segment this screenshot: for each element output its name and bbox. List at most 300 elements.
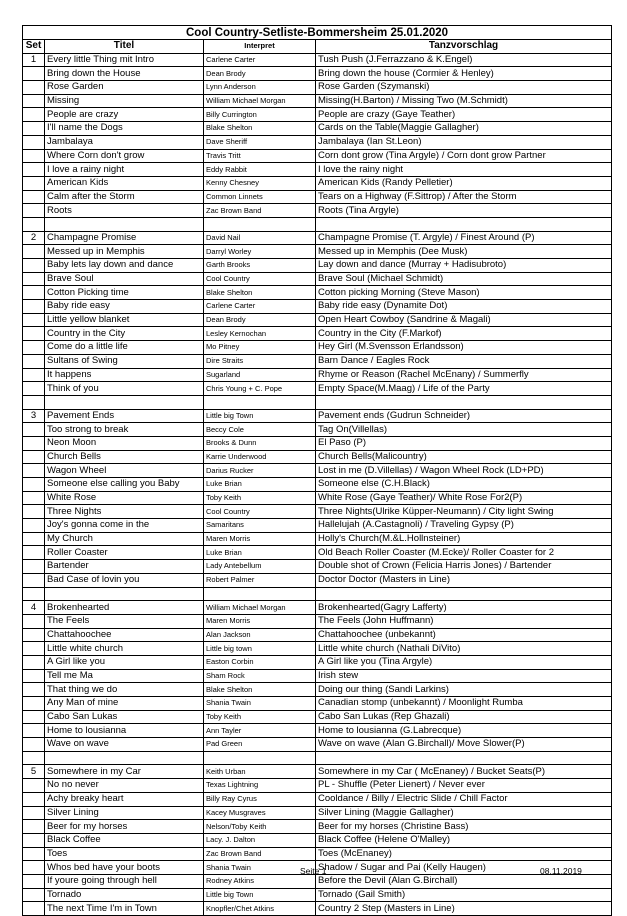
empty-cell [316,587,612,601]
set-number-cell [23,190,45,204]
set-number-cell [23,67,45,81]
artist-cell: Alan Jackson [204,628,316,642]
table-row [23,601,612,615]
dance-suggestion-cell: Country 2 Step (Masters in Line) [316,902,612,916]
dance-suggestion-cell: Baby ride easy (Dynamite Dot) [316,300,612,314]
empty-cell [316,217,612,231]
set-number-cell [23,94,45,108]
dance-suggestion-cell: Messed up in Memphis (Dee Musk) [316,245,612,259]
table-row [23,176,612,190]
artist-cell: Darius Rucker [204,464,316,478]
artist-cell: Brooks & Dunn [204,436,316,450]
dance-suggestion-cell: Chattahoochee (unbekannt) [316,628,612,642]
dance-suggestion-cell: Tag On(Villellas) [316,423,612,437]
song-title-cell: Cabo San Lukas [45,710,204,724]
footer-date: 08.11.2019 [540,866,582,876]
table-row [23,81,612,95]
set-number-cell [23,573,45,587]
dance-suggestion-cell: Double shot of Crown (Felicia Harris Jones) / Bartender [316,560,612,574]
set-number-cell [23,272,45,286]
table-row [23,409,612,423]
song-title-cell: Champagne Promise [45,231,204,245]
header-set: Set [23,40,45,54]
artist-cell: Little big town [204,642,316,656]
artist-cell: Mo Pitney [204,341,316,355]
set-number-cell [23,874,45,888]
table-row [23,327,612,341]
set-number-cell [23,327,45,341]
table-row [23,532,612,546]
empty-cell [204,217,316,231]
dance-suggestion-cell: El Paso (P) [316,436,612,450]
song-title-cell: American Kids [45,176,204,190]
dance-suggestion-cell: Hey Girl (M.Svensson Erlandsson) [316,341,612,355]
artist-cell: Lady Antebellum [204,560,316,574]
set-number-cell: 2 [23,231,45,245]
table-row [23,450,612,464]
artist-cell: Sugarland [204,368,316,382]
song-title-cell: Silver Lining [45,806,204,820]
dance-suggestion-cell: Roots (Tina Argyle) [316,204,612,218]
song-title-cell: Missing [45,94,204,108]
artist-cell: David Nail [204,231,316,245]
set-number-cell [23,683,45,697]
empty-cell [23,751,45,765]
table-row [23,669,612,683]
artist-cell: Luke Brian [204,546,316,560]
set-number-cell [23,176,45,190]
song-title-cell: The Feels [45,614,204,628]
table-row [23,820,612,834]
table-row [23,478,612,492]
set-number-cell [23,560,45,574]
dance-suggestion-cell: Home to lousianna (G.Labrecque) [316,724,612,738]
dance-suggestion-cell: Tush Push (J.Ferrazzano & K.Engel) [316,53,612,67]
artist-cell: Dave Sheriff [204,135,316,149]
set-number-cell [23,491,45,505]
artist-cell: Kacey Musgraves [204,806,316,820]
dance-suggestion-cell: Tornado (Gail Smith) [316,888,612,902]
table-row [23,423,612,437]
empty-cell [316,395,612,409]
song-title-cell: Messed up in Memphis [45,245,204,259]
dance-suggestion-cell: Beer for my horses (Christine Bass) [316,820,612,834]
dance-suggestion-cell: Wave on wave (Alan G.Birchall)/ Move Slower(P) [316,738,612,752]
dance-suggestion-cell: Before the Devil (Alan G.Birchall) [316,874,612,888]
set-number-cell [23,519,45,533]
song-title-cell: Roots [45,204,204,218]
song-title-cell: Every little Thing mit Intro [45,53,204,67]
table-row [23,792,612,806]
song-title-cell: Baby ride easy [45,300,204,314]
set-number-cell [23,464,45,478]
set-number-cell [23,710,45,724]
artist-cell: Chris Young + C. Pope [204,382,316,396]
table-row [23,573,612,587]
set-number-cell [23,108,45,122]
song-title-cell: Bring down the House [45,67,204,81]
dance-suggestion-cell: I love the rainy night [316,163,612,177]
set-number-cell [23,478,45,492]
table-row [23,382,612,396]
set-number-cell [23,669,45,683]
spacer-row [23,751,612,765]
song-title-cell: Home to lousianna [45,724,204,738]
artist-cell: Maren Morris [204,614,316,628]
dance-suggestion-cell: Irish stew [316,669,612,683]
dance-suggestion-cell: Bring down the house (Cormier & Henley) [316,67,612,81]
dance-suggestion-cell: PL - Shuffle (Peter Lienert) / Never ever [316,779,612,793]
table-row [23,341,612,355]
set-number-cell [23,81,45,95]
artist-cell: Karrie Underwood [204,450,316,464]
table-row [23,300,612,314]
table-row [23,683,612,697]
set-number-cell [23,300,45,314]
table-row [23,505,612,519]
set-number-cell [23,436,45,450]
song-title-cell: No no never [45,779,204,793]
dance-suggestion-cell: Rose Garden (Szymanski) [316,81,612,95]
set-number-cell: 4 [23,601,45,615]
song-title-cell: Tornado [45,888,204,902]
table-row [23,272,612,286]
dance-suggestion-cell: Doctor Doctor (Masters in Line) [316,573,612,587]
song-title-cell: Black Coffee [45,833,204,847]
dance-suggestion-cell: People are crazy (Gaye Teather) [316,108,612,122]
set-number-cell [23,122,45,136]
table-row [23,53,612,67]
artist-cell: Knopfler/Chet Atkins [204,902,316,916]
artist-cell: Shania Twain [204,697,316,711]
table-row [23,149,612,163]
artist-cell: Blake Shelton [204,122,316,136]
artist-cell: Common Linnets [204,190,316,204]
artist-cell: Samaritans [204,519,316,533]
table-row [23,614,612,628]
artist-cell: Zac Brown Band [204,204,316,218]
table-row [23,765,612,779]
song-title-cell: Cotton Picking time [45,286,204,300]
dance-suggestion-cell: Missing(H.Barton) / Missing Two (M.Schmidt) [316,94,612,108]
dance-suggestion-cell: Cards on the Table(Maggie Gallagher) [316,122,612,136]
dance-suggestion-cell: Black Coffee (Helene O'Malley) [316,833,612,847]
table-row [23,874,612,888]
table-row [23,888,612,902]
song-title-cell: Bartender [45,560,204,574]
artist-cell: Little big Town [204,409,316,423]
song-title-cell: Calm after the Storm [45,190,204,204]
dance-suggestion-cell: Hallelujah (A.Castagnoli) / Traveling Gypsy (P) [316,519,612,533]
table-row [23,491,612,505]
set-number-cell [23,888,45,902]
set-number-cell [23,806,45,820]
song-title-cell: Brokenhearted [45,601,204,615]
artist-cell: Little big Town [204,888,316,902]
set-number-cell [23,861,45,875]
header-interpret: Interpret [204,40,316,54]
song-title-cell: That thing we do [45,683,204,697]
artist-cell: William Michael Morgan [204,601,316,615]
set-number-cell [23,135,45,149]
song-title-cell: Three Nights [45,505,204,519]
table-row [23,710,612,724]
sheet-title: Cool Country-Setliste-Bommersheim 25.01.2020 [23,26,612,40]
set-number-cell [23,341,45,355]
header-row [23,40,612,54]
dance-suggestion-cell: Pavement ends (Gudrun Schneider) [316,409,612,423]
setlist-sheet [22,25,611,916]
set-number-cell: 1 [23,53,45,67]
dance-suggestion-cell: Corn dont grow (Tina Argyle) / Corn dont grow Partner [316,149,612,163]
setlist-body [23,53,612,915]
dance-suggestion-cell: Old Beach Roller Coaster (M.Ecke)/ Roller Coaster for 2 [316,546,612,560]
song-title-cell: I'll name the Dogs [45,122,204,136]
table-row [23,259,612,273]
artist-cell: Garth Brooks [204,259,316,273]
artist-cell: Billy Ray Cyrus [204,792,316,806]
artist-cell: Sham Rock [204,669,316,683]
set-number-cell [23,163,45,177]
dance-suggestion-cell: Silver Lining (Maggie Gallagher) [316,806,612,820]
song-title-cell: If youre going through hell [45,874,204,888]
song-title-cell: Toes [45,847,204,861]
empty-cell [204,751,316,765]
song-title-cell: Sultans of Swing [45,354,204,368]
artist-cell: Kenny Chesney [204,176,316,190]
artist-cell: Rodney Atkins [204,874,316,888]
song-title-cell: Think of you [45,382,204,396]
table-row [23,122,612,136]
table-row [23,902,612,916]
table-row [23,642,612,656]
table-row [23,833,612,847]
dance-suggestion-cell: A Girl like you (Tina Argyle) [316,655,612,669]
dance-suggestion-cell: Cotton picking Morning (Steve Mason) [316,286,612,300]
set-number-cell [23,245,45,259]
table-row [23,697,612,711]
table-row [23,847,612,861]
artist-cell: Dean Brody [204,67,316,81]
song-title-cell: Someone else calling you Baby [45,478,204,492]
dance-suggestion-cell: Open Heart Cowboy (Sandrine & Magali) [316,313,612,327]
table-row [23,163,612,177]
set-number-cell [23,286,45,300]
song-title-cell: Come do a little life [45,341,204,355]
artist-cell: William Michael Morgan [204,94,316,108]
artist-cell: Keith Urban [204,765,316,779]
dance-suggestion-cell: Three Nights(Ulrike Küpper-Neumann) / City light Swing [316,505,612,519]
table-row [23,464,612,478]
dance-suggestion-cell: Shadow / Sugar and Pai (Kelly Haugen) [316,861,612,875]
set-number-cell [23,847,45,861]
table-row [23,546,612,560]
dance-suggestion-cell: Cabo San Lukas (Rep Ghazali) [316,710,612,724]
song-title-cell: I love a rainy night [45,163,204,177]
song-title-cell: Jambalaya [45,135,204,149]
song-title-cell: Achy breaky heart [45,792,204,806]
table-row [23,368,612,382]
song-title-cell: Chattahoochee [45,628,204,642]
empty-cell [316,751,612,765]
song-title-cell: Little white church [45,642,204,656]
song-title-cell: My Church [45,532,204,546]
empty-cell [23,217,45,231]
set-number-cell [23,792,45,806]
dance-suggestion-cell: Little white church (Nathali DiVito) [316,642,612,656]
song-title-cell: Little yellow blanket [45,313,204,327]
empty-cell [45,217,204,231]
dance-suggestion-cell: American Kids (Randy Pelletier) [316,176,612,190]
table-row [23,231,612,245]
set-number-cell [23,738,45,752]
table-row [23,190,612,204]
table-row [23,655,612,669]
artist-cell: Beccy Cole [204,423,316,437]
empty-cell [204,395,316,409]
song-title-cell: It happens [45,368,204,382]
artist-cell: Luke Brian [204,478,316,492]
dance-suggestion-cell: Someone else (C.H.Black) [316,478,612,492]
set-number-cell [23,628,45,642]
dance-suggestion-cell: Barn Dance / Eagles Rock [316,354,612,368]
table-row [23,560,612,574]
set-number-cell [23,779,45,793]
spacer-row [23,395,612,409]
song-title-cell: Any Man of mine [45,697,204,711]
dance-suggestion-cell: Cooldance / Billy / Electric Slide / Chill Factor [316,792,612,806]
dance-suggestion-cell: Rhyme or Reason (Rachel McEnany) / Summerfly [316,368,612,382]
artist-cell: Billy Currington [204,108,316,122]
artist-cell: Lacy. J. Dalton [204,833,316,847]
song-title-cell: Brave Soul [45,272,204,286]
table-row [23,94,612,108]
dance-suggestion-cell: Champagne Promise (T. Argyle) / Finest Around (P) [316,231,612,245]
set-number-cell [23,697,45,711]
artist-cell: Eddy Rabbit [204,163,316,177]
artist-cell: Texas Lightning [204,779,316,793]
artist-cell: Nelson/Toby Keith [204,820,316,834]
song-title-cell: People are crazy [45,108,204,122]
song-title-cell: Country in the City [45,327,204,341]
header-titel: Titel [45,40,204,54]
set-number-cell [23,724,45,738]
artist-cell: Travis Tritt [204,149,316,163]
artist-cell: Pad Green [204,738,316,752]
table-row [23,286,612,300]
table-row [23,313,612,327]
dance-suggestion-cell: Holly's Church(M.&L.Hollnsteiner) [316,532,612,546]
song-title-cell: Whos bed have your boots [45,861,204,875]
song-title-cell: White Rose [45,491,204,505]
song-title-cell: Neon Moon [45,436,204,450]
song-title-cell: Beer for my horses [45,820,204,834]
empty-cell [45,751,204,765]
table-row [23,724,612,738]
empty-cell [23,587,45,601]
setlist-table [22,25,612,916]
song-title-cell: Rose Garden [45,81,204,95]
set-number-cell: 5 [23,765,45,779]
song-title-cell: Joy's gonna come in the [45,519,204,533]
table-row [23,436,612,450]
dance-suggestion-cell: Jambalaya (Ian St.Leon) [316,135,612,149]
artist-cell: Zac Brown Band [204,847,316,861]
song-title-cell: Baby lets lay down and dance [45,259,204,273]
song-title-cell: Wave on wave [45,738,204,752]
table-row [23,779,612,793]
empty-cell [45,587,204,601]
table-row [23,738,612,752]
set-number-cell [23,368,45,382]
footer-page-number: Seite 1 [300,866,327,876]
dance-suggestion-cell: Brave Soul (Michael Schmidt) [316,272,612,286]
header-tanzvorschlag: Tanzvorschlag [316,40,612,54]
set-number-cell [23,614,45,628]
table-row [23,806,612,820]
spacer-row [23,587,612,601]
set-number-cell [23,450,45,464]
song-title-cell: Somewhere in my Car [45,765,204,779]
dance-suggestion-cell: Tears on a Highway (F.Sittrop) / After the Storm [316,190,612,204]
set-number-cell [23,833,45,847]
set-number-cell [23,532,45,546]
table-row [23,67,612,81]
dance-suggestion-cell: Doing our thing (Sandi Larkins) [316,683,612,697]
set-number-cell [23,505,45,519]
dance-suggestion-cell: Lay down and dance (Murray + Hadisubroto) [316,259,612,273]
dance-suggestion-cell: Brokenhearted(Gagry Lafferty) [316,601,612,615]
set-number-cell: 3 [23,409,45,423]
table-row [23,519,612,533]
artist-cell: Maren Morris [204,532,316,546]
song-title-cell: Church Bells [45,450,204,464]
artist-cell: Dean Brody [204,313,316,327]
table-row [23,108,612,122]
artist-cell: Toby Keith [204,710,316,724]
set-number-cell [23,382,45,396]
dance-suggestion-cell: Empty Space(M.Maag) / Life of the Party [316,382,612,396]
song-title-cell: Tell me Ma [45,669,204,683]
song-title-cell: Bad Case of lovin you [45,573,204,587]
empty-cell [45,395,204,409]
artist-cell: Lynn Anderson [204,81,316,95]
set-number-cell [23,259,45,273]
dance-suggestion-cell: The Feels (John Huffmann) [316,614,612,628]
song-title-cell: Where Corn don't grow [45,149,204,163]
set-number-cell [23,902,45,916]
artist-cell: Easton Corbin [204,655,316,669]
artist-cell: Cool Country [204,272,316,286]
artist-cell: Cool Country [204,505,316,519]
song-title-cell: Roller Coaster [45,546,204,560]
artist-cell: Dire Straits [204,354,316,368]
table-row [23,204,612,218]
artist-cell: Toby Keith [204,491,316,505]
artist-cell: Blake Shelton [204,286,316,300]
empty-cell [23,395,45,409]
dance-suggestion-cell: Country in the City (F.Markof) [316,327,612,341]
set-number-cell [23,820,45,834]
table-row [23,628,612,642]
song-title-cell: Too strong to break [45,423,204,437]
set-number-cell [23,423,45,437]
title-row [23,26,612,40]
dance-suggestion-cell: Toes (McEnaney) [316,847,612,861]
artist-cell: Robert Palmer [204,573,316,587]
artist-cell: Blake Shelton [204,683,316,697]
spacer-row [23,217,612,231]
